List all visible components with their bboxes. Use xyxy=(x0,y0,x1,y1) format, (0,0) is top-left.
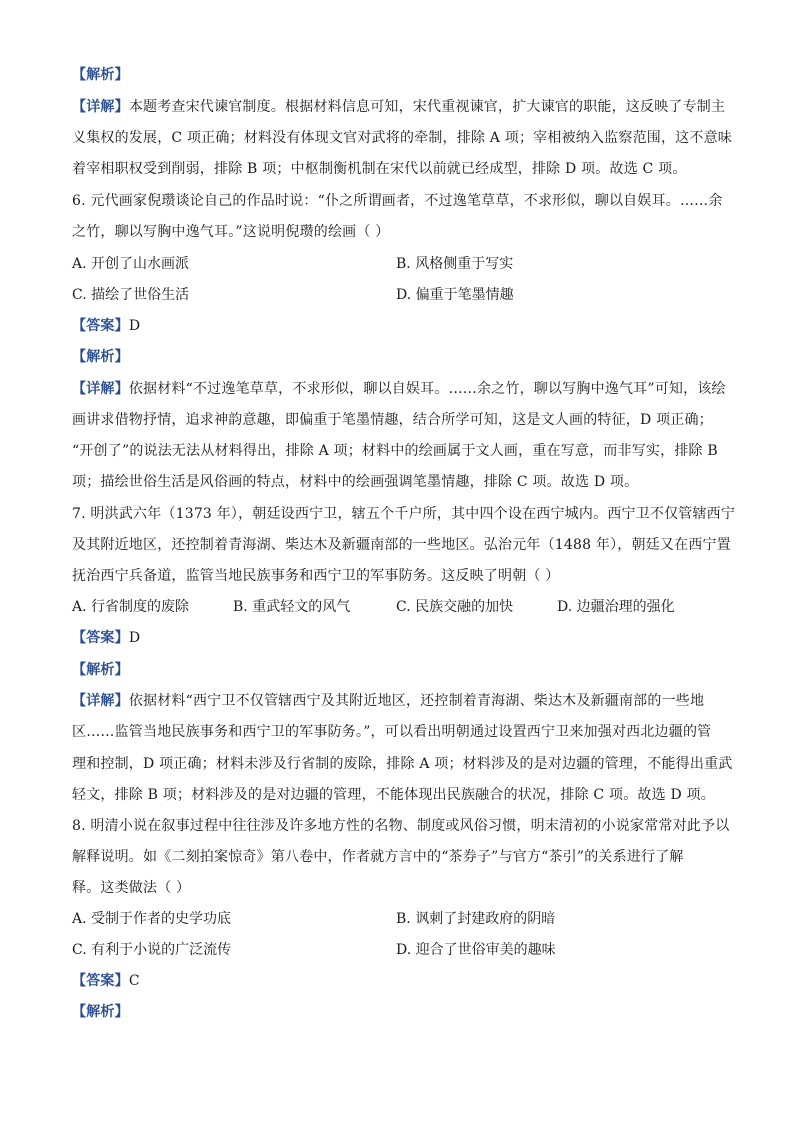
q7-option-c: C. 民族交融的加快 xyxy=(396,599,514,615)
q6-detail-line-1: 【详解】依据材料“不过逸笔草草，不求形似，聊以自娱耳。……余之竹，聊以写胸中逸气耳”可知，该绘 xyxy=(72,381,726,397)
q6-option-c: C. 描绘了世俗生活 xyxy=(72,287,190,303)
q7-analysis-tag: 【解析】 xyxy=(72,662,129,678)
q5-analysis-tag: 【解析】 xyxy=(72,67,129,83)
q8-option-b: B. 讽刺了封建政府的阴暗 xyxy=(396,911,556,927)
q7-detail-line-3: 理和控制，D 项正确；材料未涉及行省制的废除，排除 A 项；材料涉及的是对边疆的管理，不能得出重武 xyxy=(72,756,733,772)
q5-detail-line-1: 【详解】本题考查宋代谏官制度。根据材料信息可知，宋代重视谏官，扩大谏官的职能，这反映了专制主 xyxy=(72,99,726,115)
q7-question-line-3: 抚治西宁兵备道，监管当地民族事务和西宁卫的军事防务。这反映了明朝（ ） xyxy=(72,568,560,584)
q7-option-d: D. 边疆治理的强化 xyxy=(557,599,675,615)
q8-question-line-1: 8. 明清小说在叙事过程中往往涉及许多地方性的名物、制度或风俗习惯，明末清初的小说家常常对此予以 xyxy=(72,818,730,834)
q6-option-d: D. 偏重于笔墨情趣 xyxy=(396,287,514,303)
q8-option-d: D. 迎合了世俗审美的趣味 xyxy=(396,942,556,958)
q6-analysis-tag: 【解析】 xyxy=(72,349,129,365)
q8-option-c: C. 有利于小说的广泛流传 xyxy=(72,942,232,958)
q6-option-a: A. 开创了山水画派 xyxy=(72,256,190,272)
q7-answer: 【答案】D xyxy=(72,630,141,646)
q6-detail-line-2: 画讲求借物抒情，追求神韵意趣，即偏重于笔墨情趣，结合所学可知，这是文人画的特征，D 项正确； xyxy=(72,412,713,428)
q8-question-line-3: 释。这类做法（ ） xyxy=(72,880,191,896)
q8-option-a: A. 受制于作者的史学功底 xyxy=(72,911,232,927)
q6-detail-line-4: 项；描绘世俗生活是风俗画的特点，材料中的绘画强调笔墨情趣，排除 C 项。故选 D 项。 xyxy=(72,474,639,490)
q7-question-line-1: 7. 明洪武六年（1373 年），朝廷设西宁卫，辖五个千户所，其中四个设在西宁城内。西宁卫不仅管辖西宁 xyxy=(72,506,736,522)
q7-option-b: B. 重武轻文的风气 xyxy=(233,599,351,615)
q7-question-line-2: 及其附近地区，还控制着青海湖、柴达木及新疆南部的一些地区。弘治元年（1488 年），朝廷又在西宁置 xyxy=(72,537,731,553)
q6-option-b: B. 风格侧重于写实 xyxy=(396,256,514,272)
q8-analysis-tag: 【解析】 xyxy=(72,1004,129,1020)
q5-detail-line-2: 义集权的发展，C 项正确；材料没有体现文官对武将的牵制，排除 A 项；宰相被纳入监察范围，这不意味 xyxy=(72,130,732,146)
q7-detail-line-4: 轻文，排除 B 项；材料涉及的是对边疆的管理，不能体现出民族融合的状况，排除 C 项。故选 D 项。 xyxy=(72,787,715,803)
q7-detail-line-1: 【详解】依据材料“西宁卫不仅管辖西宁及其附近地区，还控制着青海湖、柴达木及新疆南部的一些地 xyxy=(72,693,705,709)
q7-option-a: A. 行省制度的废除 xyxy=(72,599,190,615)
q8-answer: 【答案】C xyxy=(72,973,140,989)
q7-detail-line-2: 区……监管当地民族事务和西宁卫的军事防务。”，可以看出明朝通过设置西宁卫来加强对西北边疆的管 xyxy=(72,724,712,740)
q8-question-line-2: 解释说明。如《二刻拍案惊奇》第八卷中，作者就方言中的“茶券子”与官方“茶引”的关系进行了解 xyxy=(72,849,684,865)
q6-detail-line-3: “开创了”的说法无法从材料得出，排除 A 项；材料中的绘画属于文人画，重在写意，而非写实，排除 B xyxy=(72,443,718,459)
q6-question-line-2: 之竹，聊以写胸中逸气耳。”这说明倪瓒的绘画（ ） xyxy=(72,224,390,240)
q5-detail-line-3: 着宰相职权受到削弱，排除 B 项；中枢制衡机制在宋代以前就已经成型，排除 D 项。故选 C 项。 xyxy=(72,161,687,177)
q6-answer: 【答案】D xyxy=(72,318,141,334)
q6-question-line-1: 6. 元代画家倪瓒谈论自己的作品时说：“仆之所谓画者，不过逸笔草草，不求形似，聊以自娱耳。……余 xyxy=(72,193,723,209)
